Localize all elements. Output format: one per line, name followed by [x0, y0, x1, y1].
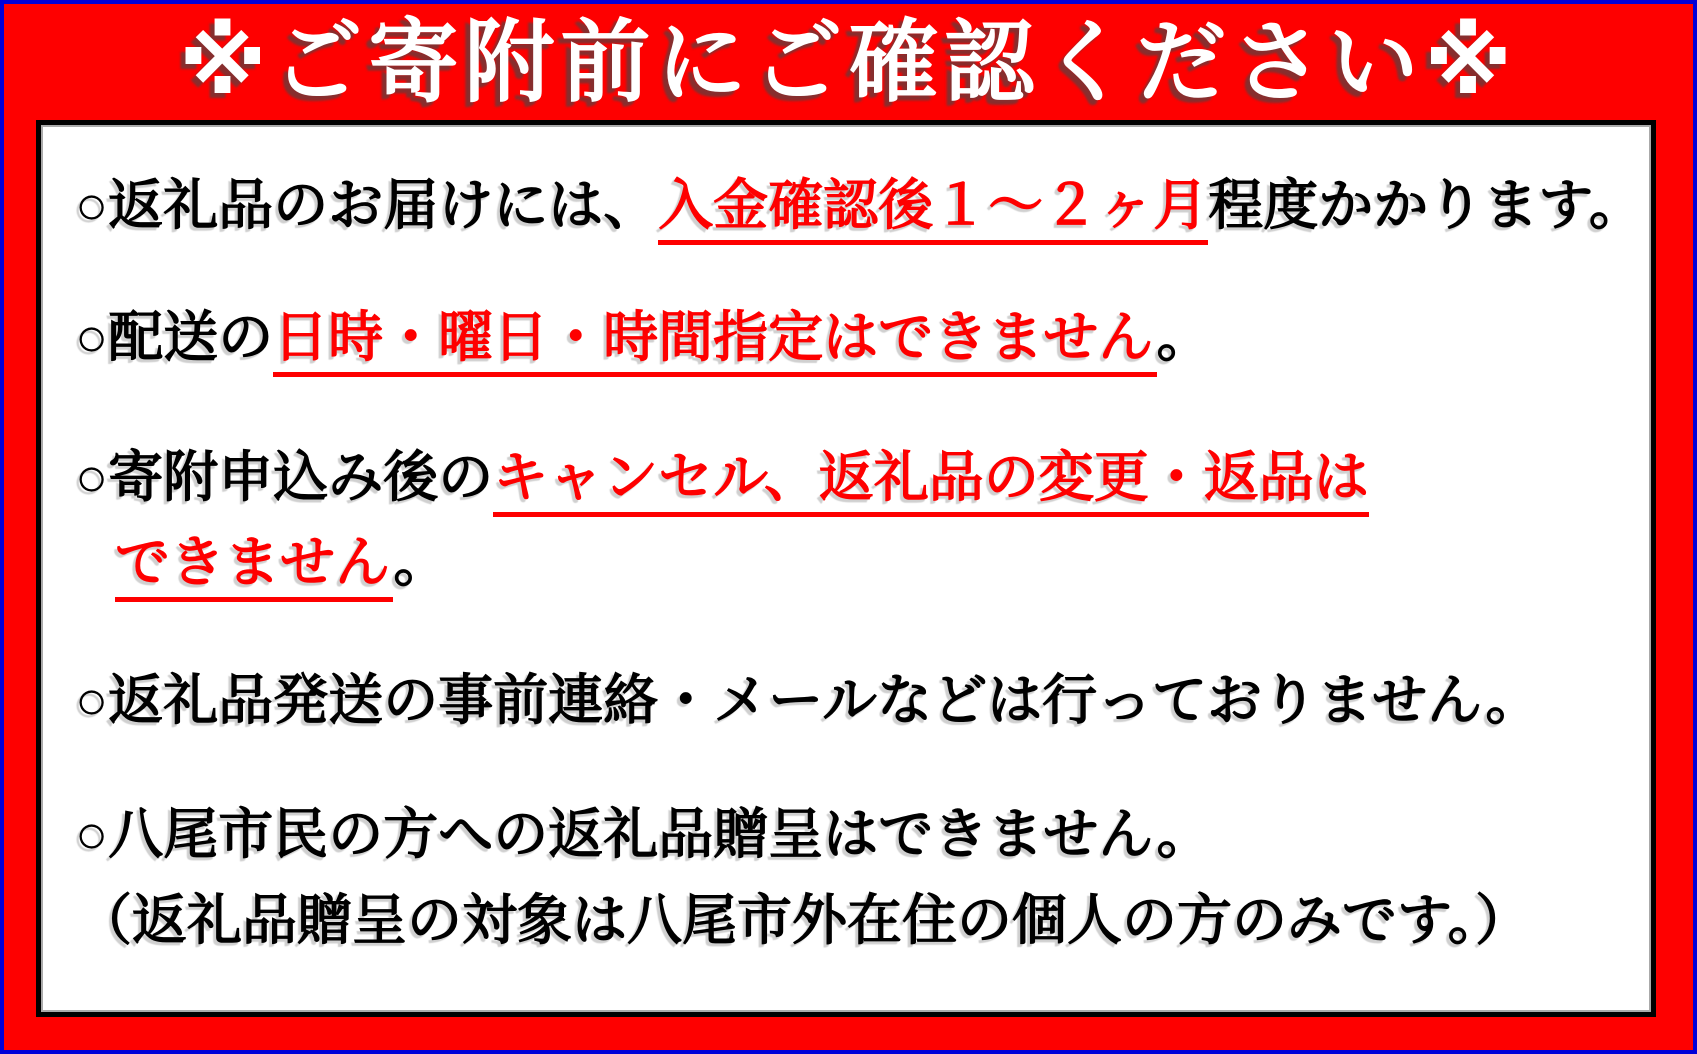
notice-line-no-cancel [41, 440, 1651, 514]
notice-box [36, 120, 1656, 1017]
text-segment: （返礼品贈呈の対象は八尾市外在住の個人の方のみです。） [77, 889, 1531, 951]
text-segment-highlight: できません [115, 531, 393, 602]
notice-line-no-cancel-continued [41, 525, 1651, 599]
notice-line-no-advance-contact [41, 663, 1651, 737]
notice-line-no-residents [41, 797, 1651, 871]
text-segment: ○八尾市民の方への返礼品贈呈はできません。 [75, 803, 1212, 865]
text-segment: 程度かかります。 [1208, 174, 1644, 236]
banner-title: ※ご寄附前にご確認ください※ [179, 13, 1518, 113]
text-segment-highlight: 日時・曜日・時間指定はできません [273, 306, 1156, 377]
text-segment-highlight: 入金確認後１～２ヶ月 [658, 174, 1208, 245]
text-segment-highlight: キャンセル、返礼品の変更・返品は [493, 446, 1369, 517]
text-segment: ○返礼品発送の事前連絡・メールなどは行っておりません。 [75, 669, 1541, 731]
text-segment: ○寄附申込み後の [75, 446, 494, 508]
notice-line-no-schedule [41, 300, 1651, 374]
text-segment: 。 [393, 531, 449, 593]
notice-line-residents-note [41, 883, 1651, 957]
text-segment: ○返礼品のお届けには、 [75, 174, 659, 236]
text-segment: ○配送の [75, 306, 274, 368]
notice-line-delivery-time [41, 168, 1651, 242]
text-segment: 。 [1156, 306, 1212, 368]
